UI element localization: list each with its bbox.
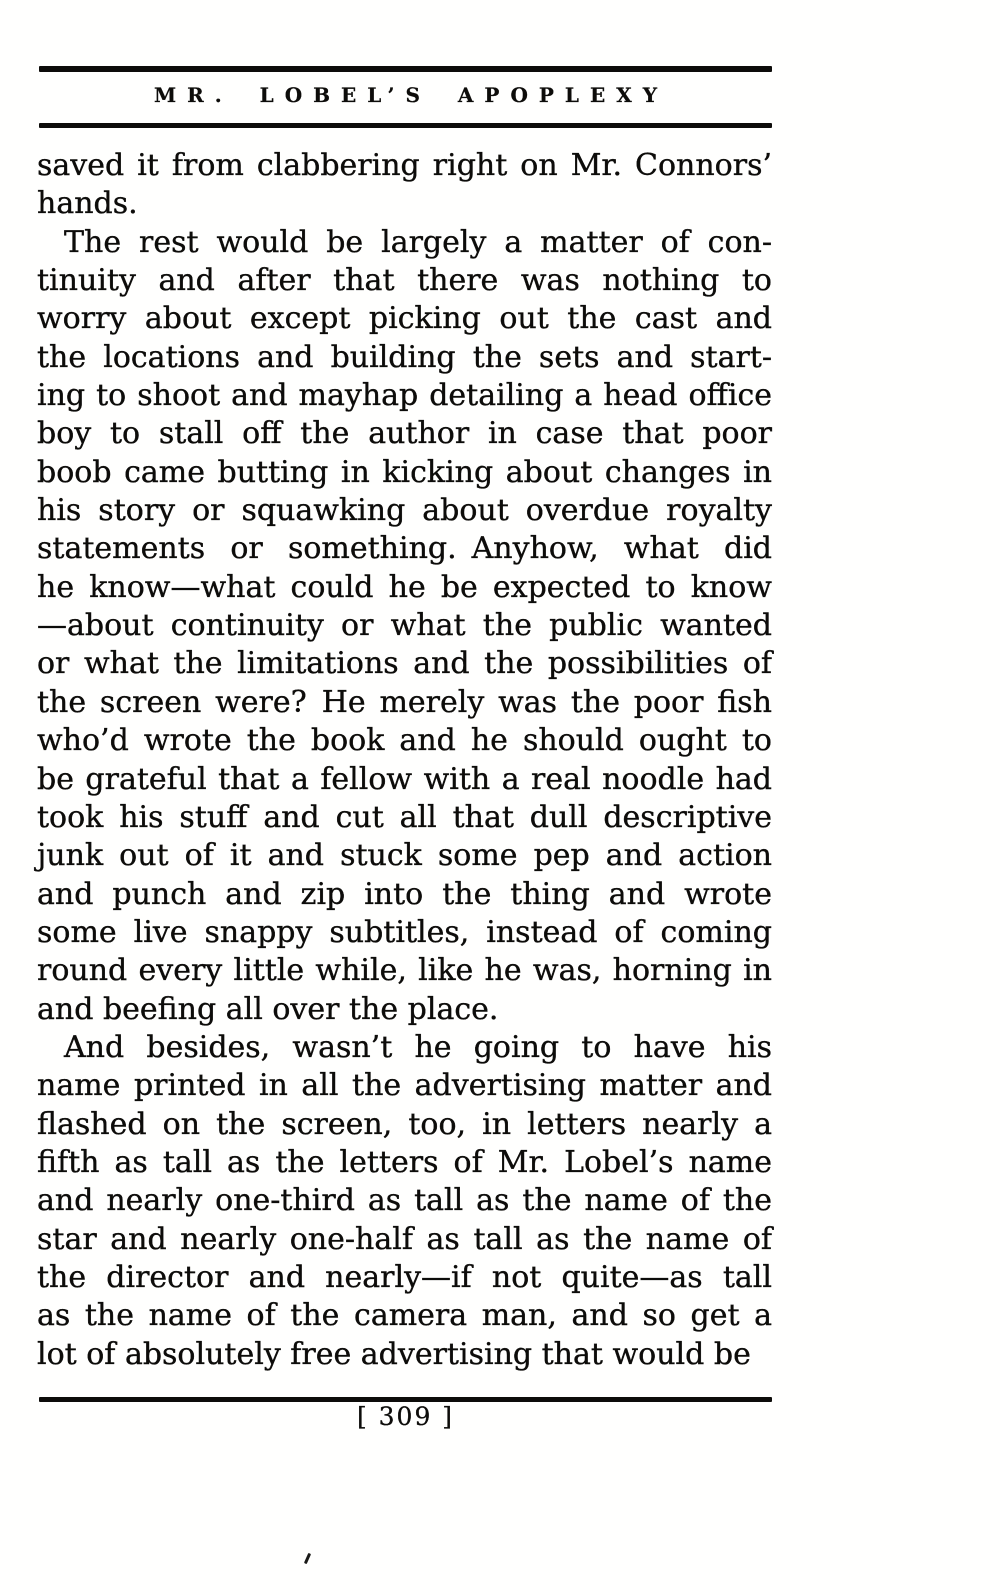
text-line: or what the limitations and the possibilities of — [37, 646, 772, 682]
text-line: took his stuff and cut all that dull descriptive — [37, 799, 772, 835]
text-line: statements or something. Anyhow, what did — [37, 531, 772, 567]
text-line: worry about except picking out the cast and — [37, 301, 772, 337]
text-line: round every little while, like he was, horning in — [37, 953, 772, 989]
text-line: some live snappy subtitles, instead of coming — [37, 914, 772, 950]
text-line: he know—what could he be expected to know — [37, 569, 772, 605]
text-line: the director and nearly—if not quite—as tall — [37, 1259, 772, 1295]
text-line: the locations and building the sets and start- — [37, 339, 772, 375]
running-header-title: MR. LOBEL’S APOPLEXY — [153, 83, 669, 107]
text-line: And besides, wasn’t he going to have his — [64, 1029, 772, 1065]
text-line: The rest would be largely a matter of con- — [64, 224, 772, 260]
header-rule-bottom — [39, 123, 772, 128]
text-line: the screen were? He merely was the poor fish — [37, 684, 772, 720]
text-line: and punch and zip into the thing and wrote — [37, 876, 772, 912]
text-line: boy to stall off the author in case that poor — [37, 416, 772, 452]
text-line: junk out of it and stuck some pep and action — [37, 838, 772, 874]
text-line: —about continuity or what the public wanted — [37, 608, 772, 644]
text-line: boob came butting in kicking about changes in — [37, 454, 772, 490]
text-line: hands. — [37, 186, 138, 222]
text-line: ing to shoot and mayhap detailing a head office — [37, 378, 772, 414]
text-line: his story or squawking about overdue royalty — [37, 493, 772, 529]
text-line: who’d wrote the book and he should ought to — [37, 723, 772, 759]
text-line: flashed on the screen, too, in letters nearly a — [37, 1106, 772, 1142]
text-line: name printed in all the advertising matter and — [37, 1068, 772, 1104]
ink-speck-artifact — [304, 1553, 311, 1564]
text-line: and nearly one-third as tall as the name of the — [37, 1183, 772, 1219]
header-rule-top — [39, 66, 772, 72]
text-line: be grateful that a fellow with a real noodle had — [37, 761, 772, 797]
text-line: saved it from clabbering right on Mr. Connors’ — [37, 148, 772, 183]
text-line: star and nearly one-half as tall as the name of — [37, 1221, 772, 1257]
text-line: lot of absolutely free advertising that would be — [37, 1336, 751, 1372]
text-line: and beefing all over the place. — [37, 991, 499, 1027]
page-number: [ 309 ] — [356, 1402, 455, 1431]
body-text — [37, 147, 772, 1374]
text-line: as the name of the camera man, and so get a — [37, 1298, 772, 1334]
text-line: tinuity and after that there was nothing to — [37, 263, 772, 299]
text-line: fifth as tall as the letters of Mr. Lobel’s name — [37, 1144, 772, 1180]
